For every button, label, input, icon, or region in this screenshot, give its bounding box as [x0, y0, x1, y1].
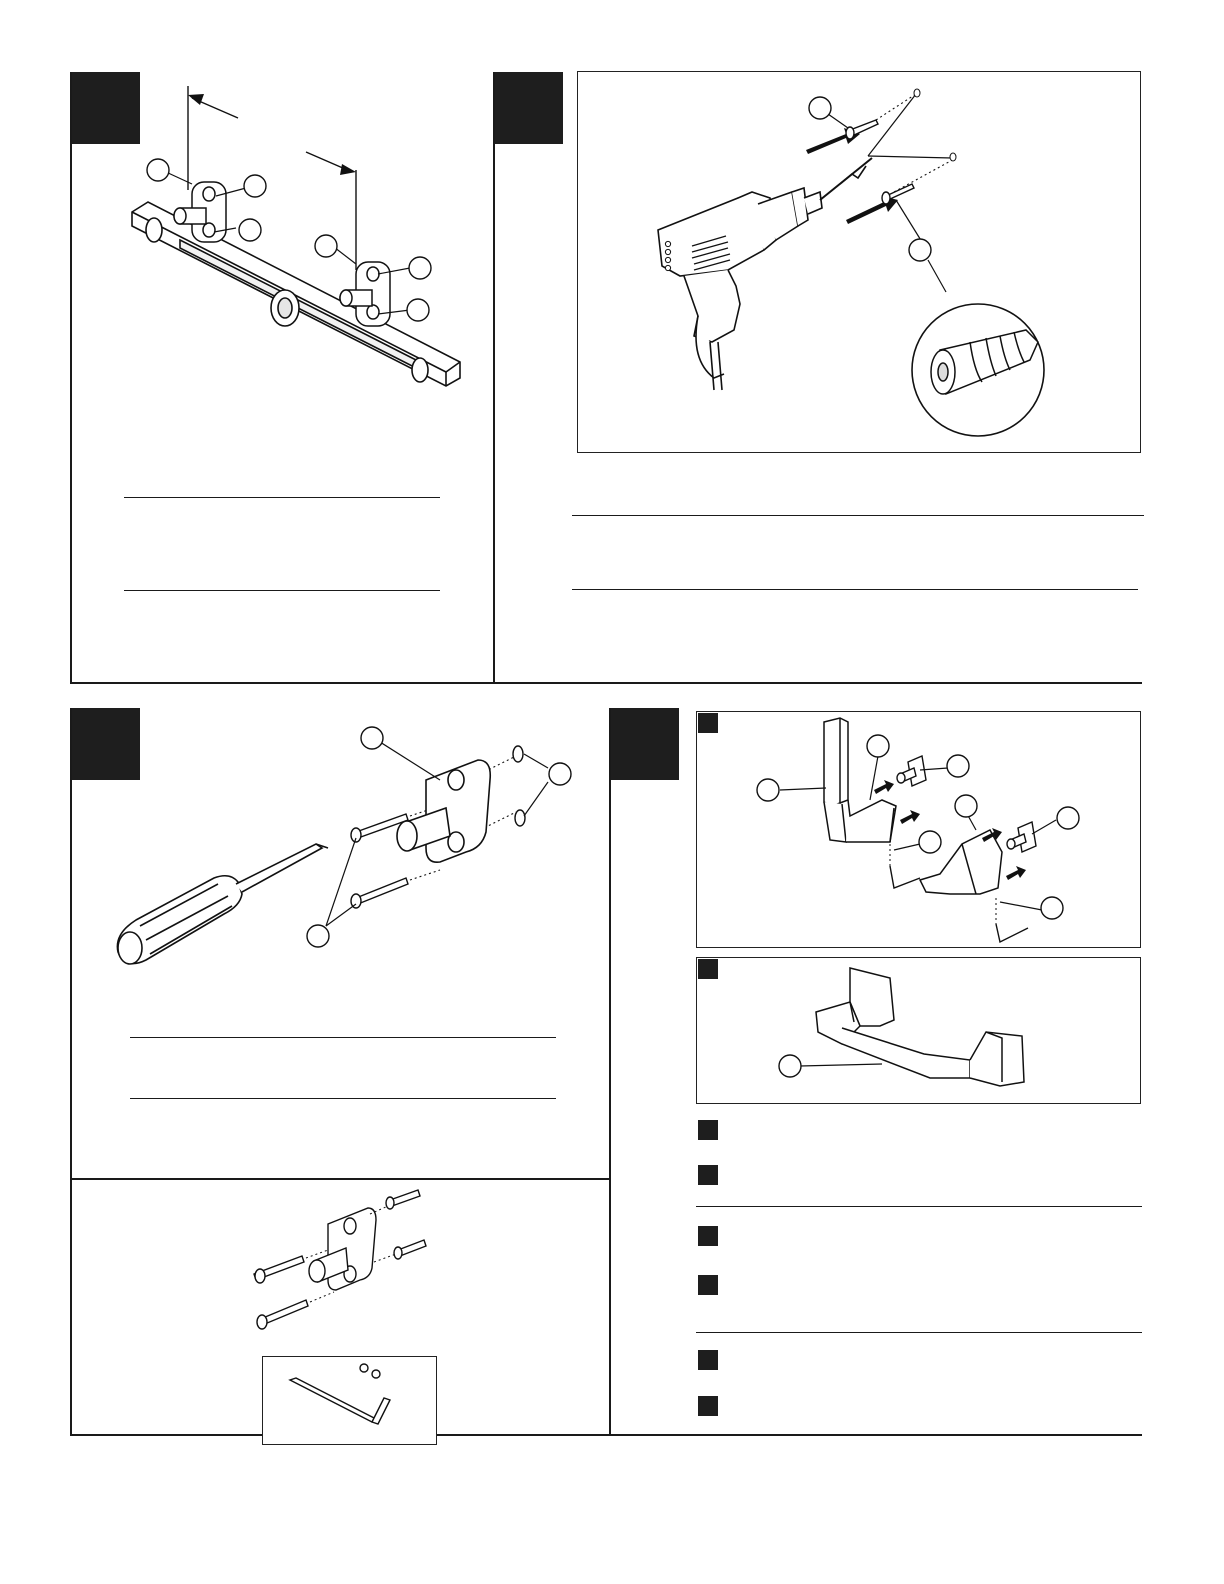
top-panel-divider [493, 72, 495, 684]
page-bottom-border [70, 1434, 1142, 1436]
mounted-bar-figure [770, 962, 1070, 1092]
step-c-text-rule-1 [130, 1037, 556, 1038]
step-c-text-rule-2 [130, 1098, 556, 1099]
drill-figure [640, 80, 1100, 440]
figure-label-box [698, 959, 718, 979]
checklist-marker [698, 1120, 718, 1140]
step-number-box [495, 72, 563, 144]
top-left-panel-left-border [70, 72, 72, 684]
parts-section-divider [70, 1178, 610, 1180]
checklist-marker [698, 1396, 718, 1416]
checklist-rule-2 [696, 1332, 1142, 1333]
checklist-marker [698, 1275, 718, 1295]
parts-hardware-figure [250, 1186, 440, 1326]
screwdriver-figure [110, 720, 590, 990]
top-row-bottom-border [70, 682, 1142, 684]
step-b-text-rule-1 [572, 515, 1144, 516]
step-number-box [611, 708, 679, 780]
checklist-marker [698, 1165, 718, 1185]
step-b-text-rule-2 [572, 589, 1138, 590]
hex-key-icon [280, 1360, 430, 1440]
step-a-text-rule-1 [124, 497, 440, 498]
bracket-assembly-figure [750, 716, 1130, 944]
checklist-marker [698, 1350, 718, 1370]
figure-label-box [698, 713, 718, 733]
step-a-text-rule-2 [124, 590, 440, 591]
bottom-left-panel-left-border [70, 708, 72, 1436]
checklist-marker [698, 1226, 718, 1246]
level-figure [120, 80, 480, 420]
bottom-panel-divider [609, 708, 611, 1436]
checklist-rule-1 [696, 1206, 1142, 1207]
